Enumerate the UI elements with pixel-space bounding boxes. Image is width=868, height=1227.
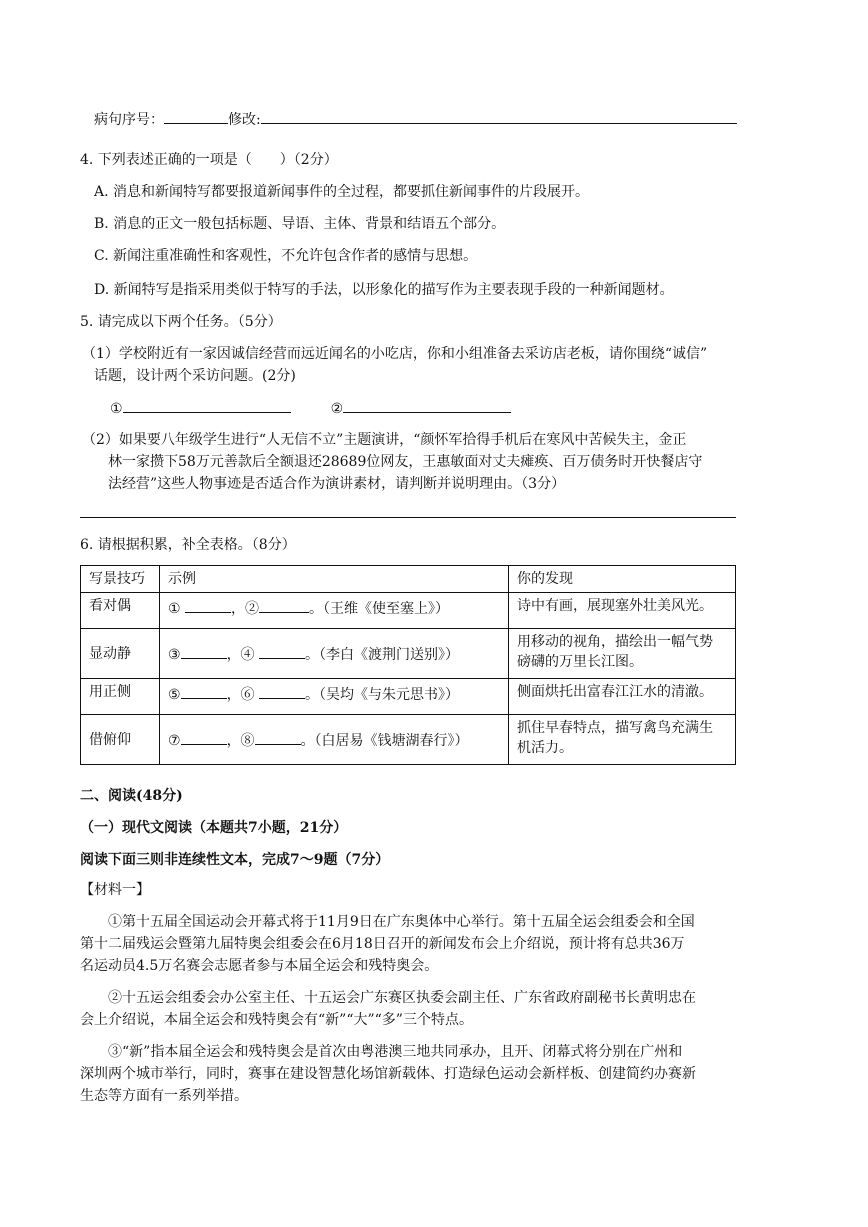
- poem-source: 。（白居易《钱塘湖春行》）: [300, 733, 469, 749]
- material-p3-line1: ③“新”指本届全运会和残特奥会是首次由粤港澳三地共同承办，且开、闭幕式将分别在广州和: [108, 1044, 683, 1060]
- header-finding: 你的发现: [509, 566, 736, 593]
- q5-blank1-label: ①: [110, 401, 123, 417]
- q5-part2-line1: （2）如果要八年级学生进行“人无信不立”主题演讲，“颜怀军拾得手机后在寒风中苦候失主，金正: [82, 432, 687, 448]
- material-p1-line3: 名运动员4.5万名赛会志愿者参与本届全运会和残特奥会。: [80, 958, 439, 974]
- blank-label: ⑦: [168, 733, 181, 749]
- blank-label: ，⑥: [226, 687, 255, 703]
- finding-cell: [509, 679, 736, 715]
- material-label: 【材料一】: [80, 882, 150, 898]
- poem-blank[interactable]: [181, 642, 227, 659]
- poem-source: 。（吴均《与朱元思书》）: [305, 687, 460, 703]
- table-row: [81, 593, 736, 629]
- finding-text: 磅礴的万里长江图。: [517, 654, 643, 670]
- blank-label: ③: [168, 647, 181, 663]
- q5-stem: 5. 请完成以下两个任务。（5分）: [80, 314, 282, 330]
- blank-label: ，④: [226, 647, 255, 663]
- material-p1-line2: 第十二届残运会暨第九届特奥会组委会在6月18日召开的新闻发布会上介绍说，预计将有总共36万: [80, 936, 685, 952]
- q5-answer-line[interactable]: [80, 517, 736, 518]
- skill-cell: 看对偶: [81, 593, 160, 629]
- blank-label: ，⑧: [226, 733, 255, 749]
- section2-sub1: （一）现代文阅读（本题共7小题，21分）: [80, 820, 348, 836]
- q5-blank1[interactable]: [123, 396, 291, 413]
- q5-part2-line3: 法经营”这些人物事迹是否适合作为演讲素材，请判断并说明理由。（3分）: [108, 476, 566, 492]
- finding-cell: [509, 629, 736, 679]
- reading-instruction: 阅读下面三则非连续性文本，完成7～9题（7分）: [80, 852, 390, 868]
- poem-source: 。（李白《渡荆门送别》）: [305, 647, 460, 663]
- q4-option-c[interactable]: C. 新闻注重准确性和客观性，不允许包含作者的感情与思想。: [94, 248, 478, 264]
- poem-blank[interactable]: [181, 728, 227, 745]
- blank-label: ⑤: [168, 687, 181, 703]
- q5-blank2[interactable]: [343, 396, 511, 413]
- table-header-row: [81, 566, 736, 593]
- material-p1-line1: ①第十五届全国运动会开幕式将于11月9日在广东奥体中心举行。第十五届全运会组委会和全国: [108, 914, 695, 930]
- finding-cell: [509, 715, 736, 765]
- header-skill: 写景技巧: [81, 566, 160, 593]
- finding-text: 机活力。: [517, 740, 573, 756]
- fix-blank[interactable]: [261, 107, 737, 124]
- poem-source: 。（王维《使至塞上》）: [309, 601, 450, 617]
- poem-blank[interactable]: [181, 682, 227, 699]
- q5-part1-line2: 话题，设计两个采访问题。(2分): [94, 368, 296, 384]
- table-row: [81, 715, 736, 765]
- finding-text: 抓住早春特点，描写禽鸟充满生: [517, 720, 713, 736]
- poem-blank[interactable]: [255, 728, 301, 745]
- q5-answer-row: [110, 396, 511, 419]
- section2-title: 二、阅读(48分): [80, 788, 183, 804]
- finding-cell: [509, 593, 736, 629]
- fix-label: 修改:: [228, 112, 261, 128]
- finding-text: 诗中有画，展现塞外壮美风光。: [517, 598, 713, 614]
- sentence-number-blank[interactable]: [164, 107, 228, 124]
- q4-option-d[interactable]: D. 新闻特写是指采用类似于特写的手法，以形象化的描写作为主要表现手段的一种新闻题材。: [94, 282, 674, 298]
- skill-cell: 用正侧: [81, 679, 160, 715]
- example-cell: [160, 715, 509, 765]
- example-cell: [160, 593, 509, 629]
- sentence-number-row: [94, 107, 737, 130]
- q4-option-b[interactable]: B. 消息的正文一般包括标题、导语、主体、背景和结语五个部分。: [94, 216, 506, 232]
- q6-stem: 6. 请根据积累，补全表格。（8分）: [80, 537, 296, 553]
- header-example: 示例: [160, 566, 509, 593]
- q5-part1-line1: （1）学校附近有一家因诚信经营而远近闻名的小吃店，你和小组准备去采访店老板，请你围绕“诚信”: [82, 346, 708, 362]
- q5-blank2-label: ②: [330, 401, 344, 417]
- poem-blank[interactable]: [259, 642, 305, 659]
- q4-option-a[interactable]: A. 消息和新闻特写都要报道新闻事件的全过程，都要抓住新闻事件的片段展开。: [94, 184, 590, 200]
- blank-label: ，②: [231, 601, 260, 617]
- example-cell: [160, 629, 509, 679]
- material-p2-line1: ②十五运会组委会办公室主任、十五运会广东赛区执委会副主任、广东省政府副秘书长黄明忠在: [108, 990, 696, 1006]
- skill-cell: 借俯仰: [81, 715, 160, 765]
- material-p3-line3: 生态等方面有一系列举措。: [80, 1088, 248, 1104]
- table-row: [81, 679, 736, 715]
- example-cell: [160, 679, 509, 715]
- q5-part2-line2: 林一家攒下58万元善款后全额退还28689位网友，王惠敏面对丈夫瘫痪、百万债务时开快餐店守: [108, 454, 703, 470]
- scenery-skills-table: [80, 565, 736, 765]
- q4-stem: 4. 下列表述正确的一项是（ ）（2分）: [80, 152, 338, 168]
- material-p3-line2: 深圳两个城市举行，同时，赛事在建设智慧化场馆新载体、打造绿色运动会新样板、创建简约办赛新: [80, 1066, 696, 1082]
- finding-text: 侧面烘托出富春江江水的清澈。: [517, 684, 713, 700]
- material-p2-line2: 会上介绍说，本届全运会和残特奥会有“新”“大”“多”三个特点。: [80, 1012, 473, 1028]
- poem-blank[interactable]: [185, 596, 231, 613]
- blank-label: ①: [168, 601, 181, 617]
- skill-cell: 显动静: [81, 629, 160, 679]
- table-row: [81, 629, 736, 679]
- poem-blank[interactable]: [259, 596, 309, 613]
- finding-text: 用移动的视角，描绘出一幅气势: [517, 634, 713, 650]
- poem-blank[interactable]: [259, 682, 305, 699]
- sentence-number-label: 病句序号：: [94, 112, 164, 128]
